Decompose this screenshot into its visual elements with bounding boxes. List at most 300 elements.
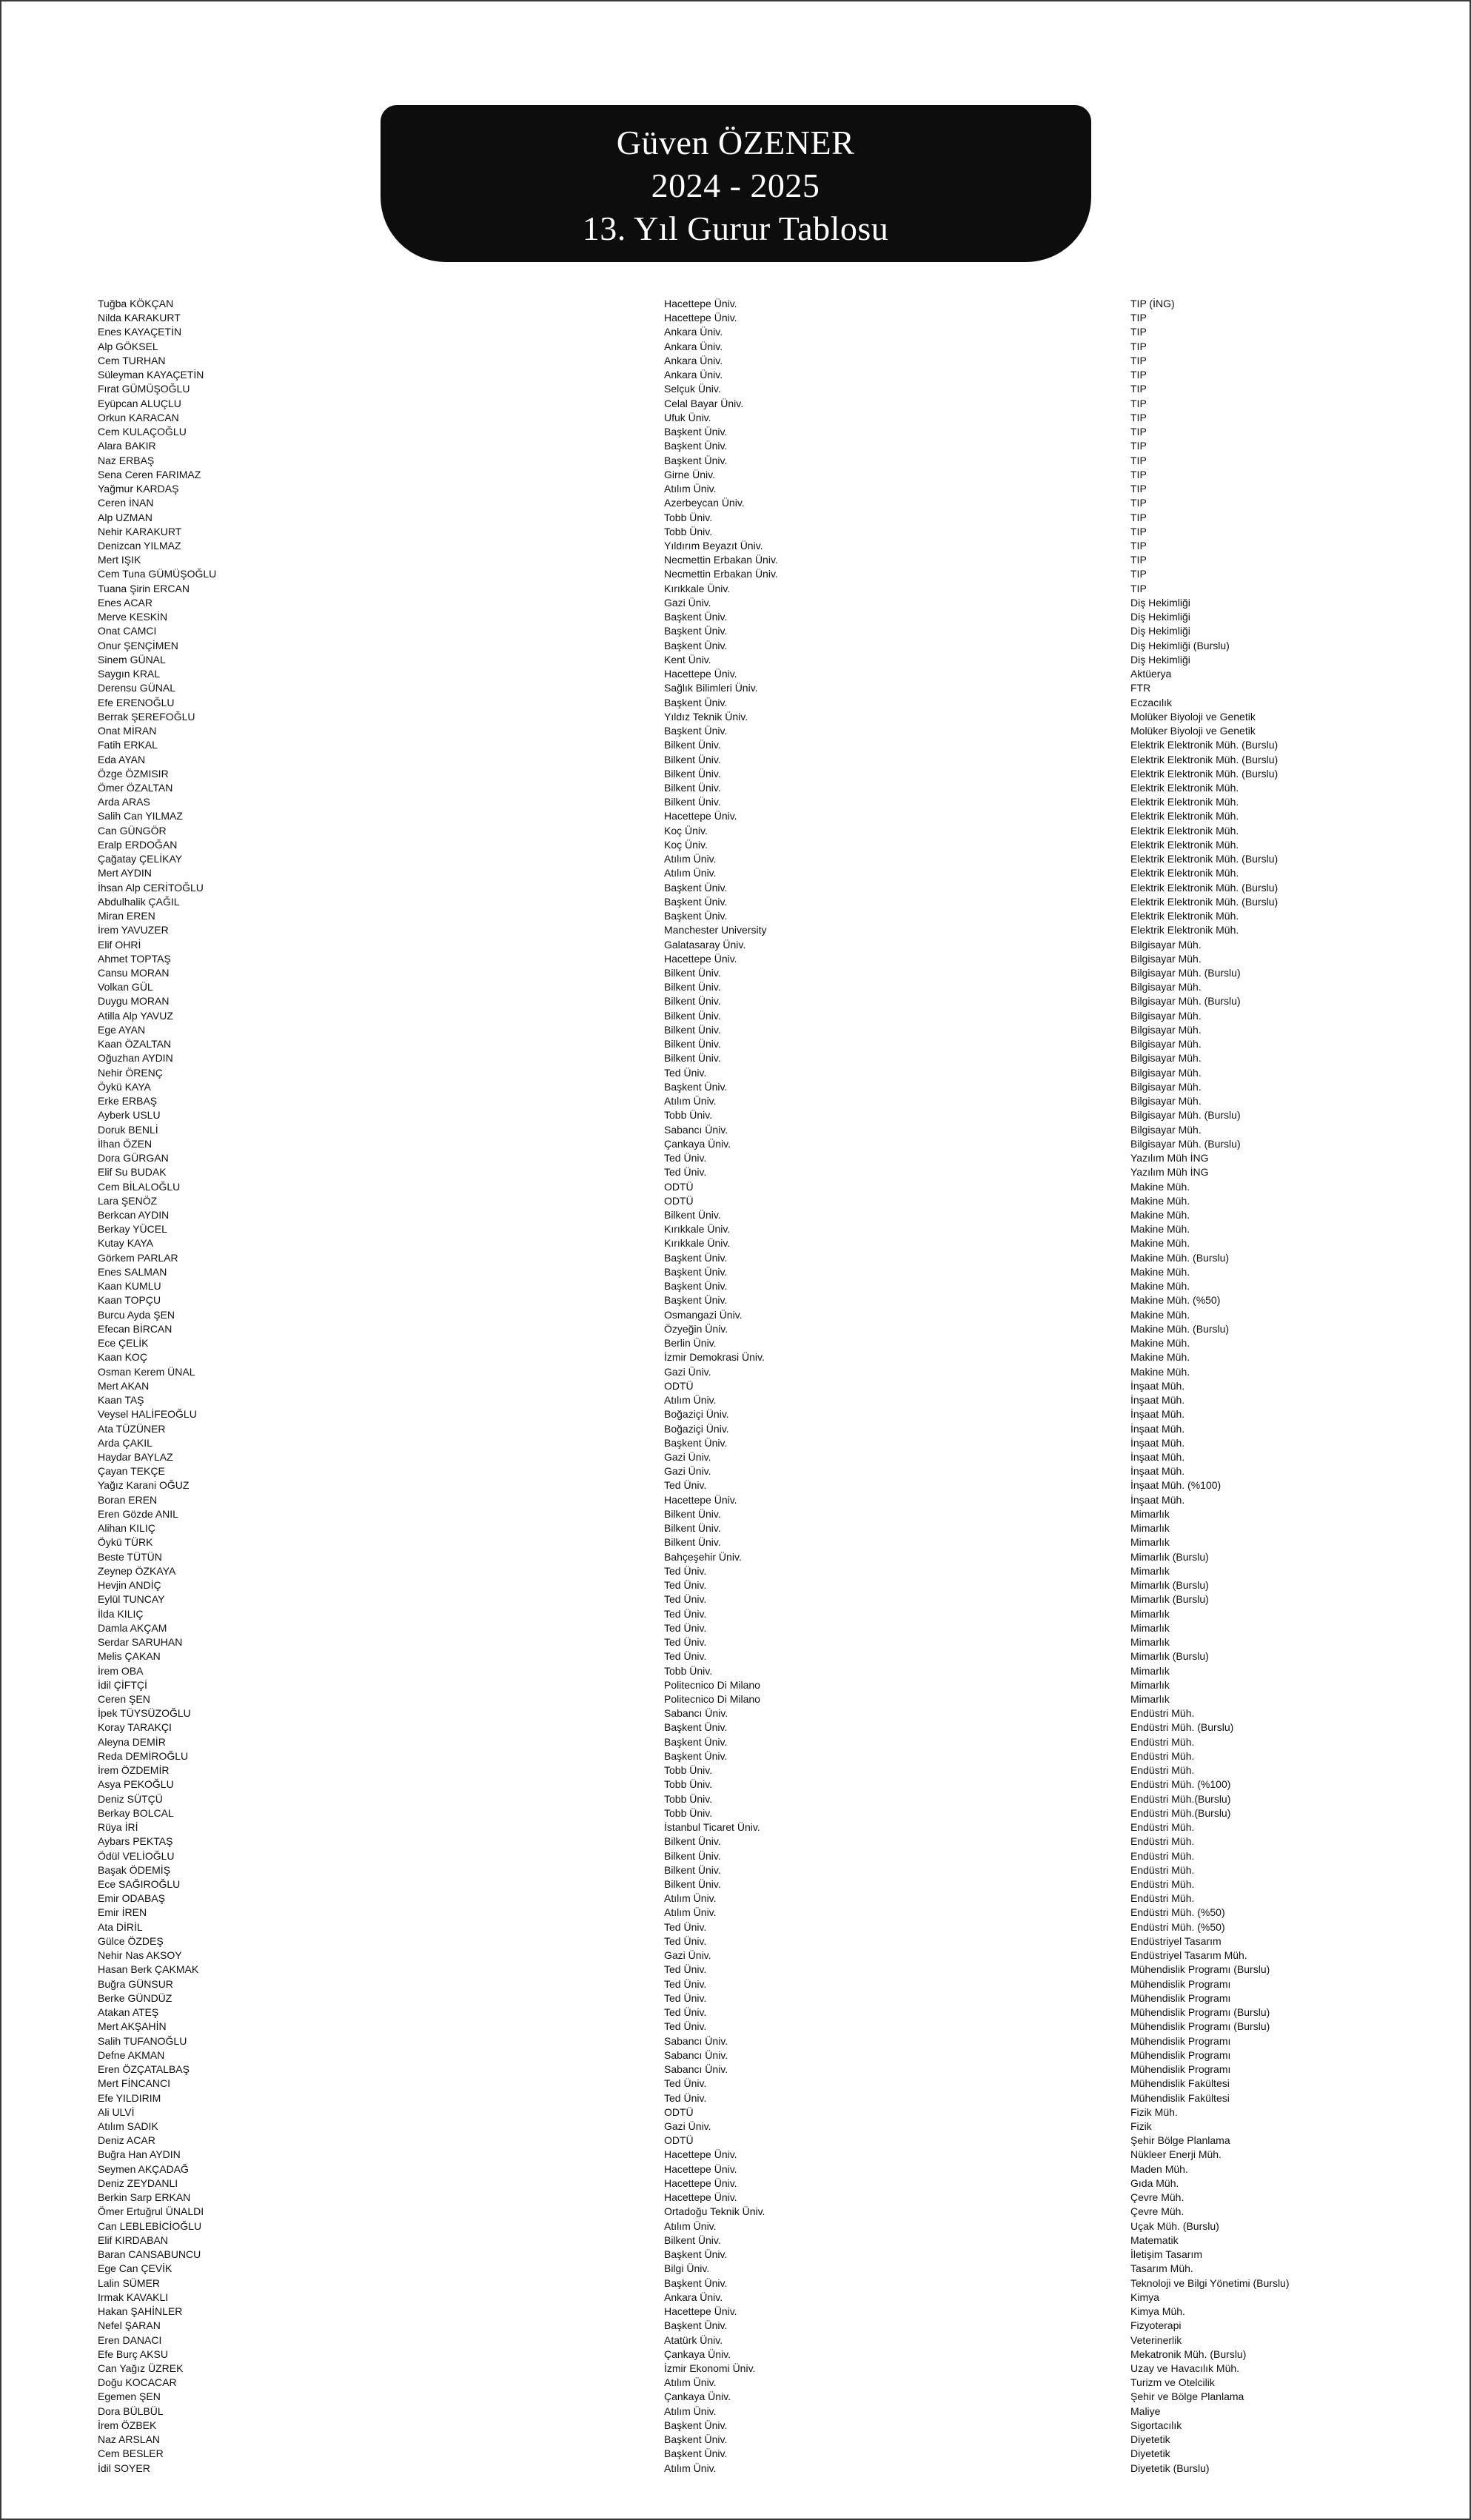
table-row [98, 980, 1455, 994]
table-row [98, 2462, 1455, 2476]
university: ODTÜ [664, 1180, 694, 1193]
student-name: Deniz ZEYDANLI [98, 2176, 178, 2189]
table-row [98, 1906, 1455, 1920]
student-name: İrem YAVUZER [98, 924, 169, 936]
program: Kimya [1130, 2291, 1159, 2303]
student-name: Ömer ÖZALTAN [98, 781, 173, 794]
program: Bilgisayar Müh. [1130, 1038, 1202, 1050]
table-row [98, 1664, 1455, 1678]
student-name: Onur ŞENÇİMEN [98, 639, 178, 651]
student-name: Eralp ERDOĞAN [98, 838, 178, 851]
university: Başkent Üniv. [664, 881, 728, 894]
university: Necmettin Erbakan Üniv. [664, 568, 778, 580]
student-name: Burcu Ayda ŞEN [98, 1308, 175, 1321]
program: Mimarlık [1130, 1636, 1170, 1649]
table-row [98, 2234, 1455, 2248]
student-name: Aybars PEKTAŞ [98, 1835, 173, 1848]
program: Teknoloji ve Bilgi Yönetimi (Burslu) [1130, 2276, 1290, 2289]
program: Şehir Bölge Planlama [1130, 2134, 1230, 2147]
program: Diş Hekimliği [1130, 653, 1190, 666]
program: Makine Müh. [1130, 1209, 1190, 1221]
table-row [98, 1763, 1455, 1777]
program: Elektrik Elektronik Müh. (Burslu) [1130, 881, 1279, 894]
student-name: Ceren İNAN [98, 497, 154, 509]
table-row [98, 1422, 1455, 1436]
student-name: Eren DANACI [98, 2333, 162, 2346]
student-name: Duygu MORAN [98, 995, 170, 1008]
table-row [98, 1777, 1455, 1792]
university: Bilkent Üniv. [664, 781, 721, 794]
table-row [98, 425, 1455, 439]
university: Başkent Üniv. [664, 696, 728, 708]
table-row [98, 1080, 1455, 1094]
program: Endüstri Müh. [1130, 1892, 1195, 1905]
program: Elektrik Elektronik Müh. [1130, 781, 1239, 794]
student-name: Enes SALMAN [98, 1265, 167, 1278]
table-row [98, 1009, 1455, 1023]
table-row [98, 781, 1455, 795]
university: Ted Üniv. [664, 1564, 707, 1577]
program: Fizik [1130, 2120, 1152, 2132]
student-name: Onat CAMCI [98, 625, 157, 637]
university: Bilkent Üniv. [664, 1536, 721, 1549]
student-name: Alara BAKIR [98, 440, 156, 452]
student-name: Eren Gözde ANIL [98, 1507, 178, 1520]
student-name: Berrak ŞEREFOĞLU [98, 710, 195, 723]
university: Başkent Üniv. [664, 910, 728, 922]
student-name: Ahmet TOPTAŞ [98, 952, 171, 965]
program: Elektrik Elektronik Müh. [1130, 924, 1239, 936]
university: Boğaziçi Üniv. [664, 1422, 729, 1435]
table-row [98, 1564, 1455, 1578]
program: Makine Müh. [1130, 1351, 1190, 1364]
program: Makine Müh. [1130, 1237, 1190, 1250]
program: Şehir ve Bölge Planlama [1130, 2390, 1244, 2403]
student-name: Irmak KAVAKLI [98, 2291, 169, 2303]
table-row [98, 1180, 1455, 1194]
university: Koç Üniv. [664, 824, 708, 837]
table-row [98, 2119, 1455, 2134]
student-name: Görkem PARLAR [98, 1251, 178, 1264]
university: Hacettepe Üniv. [664, 2191, 737, 2204]
table-row [98, 368, 1455, 382]
student-name: Berkay YÜCEL [98, 1223, 167, 1236]
student-name: Oğuzhan AYDIN [98, 1052, 173, 1065]
program: Mühendislik Programı [1130, 2063, 1231, 2076]
university: Ted Üniv. [664, 1607, 707, 1620]
university: Ted Üniv. [664, 2020, 707, 2033]
university: Hacettepe Üniv. [664, 312, 737, 324]
table-row [98, 1365, 1455, 1379]
program: Mimarlık [1130, 1564, 1170, 1577]
student-name: Hasan Berk ÇAKMAK [98, 1963, 199, 1976]
university: Kırıkkale Üniv. [664, 1237, 731, 1250]
student-name: Kaan KOÇ [98, 1351, 147, 1364]
program: Diyetetik [1130, 2447, 1170, 2460]
title-name: Güven ÖZENER [616, 124, 855, 161]
table-row [98, 1436, 1455, 1450]
student-name: Kaan KUMLU [98, 1280, 161, 1293]
program: Diyetetik [1130, 2433, 1170, 2446]
university: Başkent Üniv. [664, 2447, 728, 2460]
university: Başkent Üniv. [664, 1735, 728, 1748]
program: TIP [1130, 497, 1147, 509]
student-name: Elif KIRDABAN [98, 2234, 168, 2246]
student-name: İpek TÜYSÜZOĞLU [98, 1707, 191, 1720]
program: Endüstri Müh. (%50) [1130, 1920, 1225, 1933]
table-row [98, 710, 1455, 724]
student-name: Damla AKÇAM [98, 1621, 167, 1634]
program: İnşaat Müh. [1130, 1450, 1185, 1463]
program: Elektrik Elektronik Müh. [1130, 867, 1239, 879]
university: Bilkent Üniv. [664, 981, 721, 993]
university: Osmangazi Üniv. [664, 1308, 743, 1321]
program: Mimarlık (Burslu) [1130, 1593, 1209, 1606]
student-name: Kaan TAŞ [98, 1394, 144, 1407]
table-row [98, 1706, 1455, 1720]
university: Atılım Üniv. [664, 1394, 717, 1407]
university: ODTÜ [664, 2134, 694, 2147]
university: Başkent Üniv. [664, 639, 728, 651]
table-row [98, 2362, 1455, 2376]
student-name: Deniz ACAR [98, 2134, 155, 2147]
student-name: Cem TURHAN [98, 354, 166, 366]
program: İnşaat Müh. [1130, 1493, 1185, 1506]
student-name: Gülce ÖZDEŞ [98, 1934, 164, 1947]
table-row [98, 439, 1455, 453]
table-row [98, 1051, 1455, 1065]
university: Galatasaray Üniv. [664, 938, 746, 951]
program: Diş Hekimliği [1130, 596, 1190, 609]
table-row [98, 1948, 1455, 1963]
program: Bilgisayar Müh. (Burslu) [1130, 1137, 1241, 1150]
university: Bilkent Üniv. [664, 1849, 721, 1862]
table-row [98, 1322, 1455, 1336]
table-row [98, 1236, 1455, 1250]
student-name: Melis ÇAKAN [98, 1650, 161, 1663]
student-name: Serdar SARUHAN [98, 1636, 183, 1649]
student-name: Aleyna DEMİR [98, 1735, 166, 1748]
student-name: Osman Kerem ÜNAL [98, 1365, 195, 1378]
table-row [98, 2091, 1455, 2105]
student-name: Eyüpcan ALUÇLU [98, 397, 181, 409]
student-name: Eylül TUNCAY [98, 1593, 165, 1606]
university: Kırıkkale Üniv. [664, 1223, 731, 1236]
university: İzmir Demokrasi Üniv. [664, 1351, 765, 1364]
program: TIP [1130, 454, 1147, 466]
program: Turizm ve Otelcilik [1130, 2376, 1215, 2389]
student-name: Saygın KRAL [98, 668, 161, 680]
university: Bilkent Üniv. [664, 967, 721, 979]
student-name: Berkcan AYDIN [98, 1209, 170, 1221]
student-name: Alihan KILIÇ [98, 1522, 155, 1535]
student-name: Atilla Alp YAVUZ [98, 1009, 173, 1022]
table-row [98, 582, 1455, 596]
program: Mimarlık [1130, 1692, 1170, 1705]
university: Başkent Üniv. [664, 895, 728, 908]
table-row [98, 1151, 1455, 1165]
table-row [98, 667, 1455, 681]
university: Başkent Üniv. [664, 2276, 728, 2289]
university: Yıldırım Beyazıt Üniv. [664, 539, 763, 552]
university: Tobb Üniv. [664, 511, 713, 523]
student-name: Ödül VELİOĞLU [98, 1849, 175, 1862]
table-row [98, 1450, 1455, 1464]
program: TIP [1130, 326, 1147, 338]
table-row [98, 1592, 1455, 1606]
program: Endüstri Müh. [1130, 1878, 1195, 1891]
program: Mimarlık [1130, 1678, 1170, 1691]
student-name: Mert AKAN [98, 1379, 150, 1392]
university: Gazi Üniv. [664, 2120, 711, 2132]
university: Atılım Üniv. [664, 1095, 717, 1107]
table-row [98, 952, 1455, 966]
table-row [98, 2205, 1455, 2219]
program: Mühendislik Programı [1130, 1977, 1231, 1990]
table-row [98, 653, 1455, 667]
table-row [98, 1507, 1455, 1521]
program: Uçak Müh. (Burslu) [1130, 2219, 1219, 2232]
student-name: Defne AKMAN [98, 2048, 165, 2061]
student-name: Berkin Sarp ERKAN [98, 2191, 191, 2204]
table-row [98, 1820, 1455, 1834]
university: Ted Üniv. [664, 1593, 707, 1606]
university: Ortadoğu Teknik Üniv. [664, 2205, 765, 2218]
university: Bilgi Üniv. [664, 2262, 710, 2275]
table-row [98, 994, 1455, 1008]
university: Ted Üniv. [664, 1479, 707, 1492]
program: Endüstri Müh. [1130, 1764, 1195, 1777]
table-row [98, 1863, 1455, 1877]
university: Hacettepe Üniv. [664, 668, 737, 680]
program: FTR [1130, 682, 1151, 694]
university: Ted Üniv. [664, 2077, 707, 2090]
student-name: Seymen AKÇADAĞ [98, 2162, 189, 2175]
table-row [98, 1165, 1455, 1179]
table-row [98, 2219, 1455, 2234]
table-row [98, 525, 1455, 539]
student-name: Hakan ŞAHİNLER [98, 2305, 183, 2318]
table-row [98, 1194, 1455, 1208]
table-row [98, 1806, 1455, 1820]
table-row [98, 2248, 1455, 2262]
student-name: Onat MİRAN [98, 725, 157, 737]
university: Bilkent Üniv. [664, 1009, 721, 1022]
student-name: Nehir ÖRENÇ [98, 1066, 163, 1079]
student-name: Efe YILDIRIM [98, 2091, 161, 2104]
program: Diş Hekimliği (Burslu) [1130, 639, 1230, 651]
table-row [98, 1478, 1455, 1492]
university: Hacettepe Üniv. [664, 2305, 737, 2318]
student-name: Kaan ÖZALTAN [98, 1038, 172, 1050]
university: Bilkent Üniv. [664, 1023, 721, 1036]
student-name: Buğra GÜNSUR [98, 1977, 173, 1990]
student-name: Özge ÖZMISIR [98, 767, 169, 780]
student-name: Deniz SÜTÇÜ [98, 1792, 163, 1805]
student-name: Mert FİNCANCI [98, 2077, 170, 2090]
university: Tobb Üniv. [664, 1664, 713, 1677]
university: Başkent Üniv. [664, 1749, 728, 1762]
program: Makine Müh. [1130, 1280, 1190, 1293]
student-name: Berkay BOLCAL [98, 1806, 174, 1819]
program: Endüstri Müh. (Burslu) [1130, 1721, 1234, 1734]
university: Başkent Üniv. [664, 1280, 728, 1293]
university: Ted Üniv. [664, 1152, 707, 1165]
university: Ankara Üniv. [664, 354, 723, 366]
table-row [98, 1208, 1455, 1222]
student-name: Cem BESLER [98, 2447, 164, 2460]
table-row [98, 1621, 1455, 1635]
student-name: Naz ARSLAN [98, 2433, 161, 2446]
table-row [98, 2048, 1455, 2062]
university: Atatürk Üniv. [664, 2333, 723, 2346]
university: Bilkent Üniv. [664, 753, 721, 765]
program: Mühendislik Programı [1130, 1991, 1231, 2004]
university: Kırıkkale Üniv. [664, 582, 731, 594]
program: TIP [1130, 411, 1147, 423]
program: Veterinerlik [1130, 2333, 1182, 2346]
university: Tobb Üniv. [664, 1806, 713, 1819]
program: TIP [1130, 554, 1147, 566]
university: Çankaya Üniv. [664, 2348, 731, 2360]
program: Yazılım Müh İNG [1130, 1166, 1209, 1179]
table-row [98, 2148, 1455, 2162]
university: Ted Üniv. [664, 1934, 707, 1947]
table-row [98, 2176, 1455, 2191]
program: Aktüerya [1130, 668, 1172, 680]
university: Tobb Üniv. [664, 1109, 713, 1122]
table-row [98, 1037, 1455, 1051]
table-row [98, 1991, 1455, 2005]
university: Sabancı Üniv. [664, 2063, 728, 2076]
program: Makine Müh. [1130, 1180, 1190, 1193]
university: Hacettepe Üniv. [664, 1493, 737, 1506]
university: Özyeğin Üniv. [664, 1322, 728, 1335]
student-name: Eren ÖZÇATALBAŞ [98, 2063, 190, 2076]
student-name: Cem Tuna GÜMÜŞOĞLU [98, 568, 217, 580]
student-name: Elif OHRİ [98, 938, 141, 951]
program: Mühendislik Programı [1130, 2034, 1231, 2047]
table-row [98, 1108, 1455, 1122]
student-name: Kutay KAYA [98, 1237, 153, 1250]
university: Sabancı Üniv. [664, 2048, 728, 2061]
program: TIP [1130, 354, 1147, 366]
program: Çevre Müh. [1130, 2191, 1184, 2204]
university: Başkent Üniv. [664, 1721, 728, 1734]
student-name: Öykü KAYA [98, 1080, 151, 1093]
table-row [98, 696, 1455, 710]
university: Bilkent Üniv. [664, 1507, 721, 1520]
table-row [98, 397, 1455, 411]
table-row [98, 639, 1455, 653]
program: Mimarlık [1130, 1621, 1170, 1634]
program: Bilgisayar Müh. [1130, 1052, 1202, 1065]
table-row [98, 1137, 1455, 1151]
table-row [98, 1792, 1455, 1806]
university: Bilkent Üniv. [664, 1835, 721, 1848]
student-name: Koray TARAKÇI [98, 1721, 172, 1734]
table-row [98, 496, 1455, 510]
program: Maliye [1130, 2405, 1161, 2417]
student-name: Erke ERBAŞ [98, 1095, 158, 1107]
program: Eczacılık [1130, 696, 1173, 708]
student-name: Arda ARAS [98, 796, 150, 808]
student-name: Çayan TEKÇE [98, 1465, 165, 1478]
university: Bilkent Üniv. [664, 767, 721, 780]
student-name: İrem ÖZDEMİR [98, 1764, 170, 1777]
table-row [98, 297, 1455, 311]
student-name: Alp UZMAN [98, 511, 153, 523]
university: Celal Bayar Üniv. [664, 397, 744, 409]
university: Atılım Üniv. [664, 2462, 717, 2474]
student-name: Asya PEKOĞLU [98, 1778, 174, 1791]
table-row [98, 1023, 1455, 1037]
program: Mimarlık [1130, 1664, 1170, 1677]
university: Bilkent Üniv. [664, 1209, 721, 1221]
program: Endüstri Müh. [1130, 1849, 1195, 1862]
program: TIP [1130, 568, 1147, 580]
university: Necmettin Erbakan Üniv. [664, 554, 778, 566]
title-block [381, 105, 1091, 262]
student-name: Emir ODABAŞ [98, 1892, 166, 1905]
table-row [98, 1066, 1455, 1080]
program: Endüstri Müh. [1130, 1821, 1195, 1834]
university: Ankara Üniv. [664, 340, 723, 352]
university: Tobb Üniv. [664, 1792, 713, 1805]
table-row [98, 881, 1455, 895]
table-row [98, 411, 1455, 425]
table-row [98, 311, 1455, 325]
university: Bilkent Üniv. [664, 796, 721, 808]
university: Başkent Üniv. [664, 1251, 728, 1264]
student-name: Orkun KARACAN [98, 411, 179, 423]
university: Girne Üniv. [664, 468, 715, 480]
program: Kimya Müh. [1130, 2305, 1185, 2318]
program: Makine Müh. (Burslu) [1130, 1251, 1230, 1264]
table-row [98, 1123, 1455, 1137]
table-row [98, 1336, 1455, 1350]
university: Sabancı Üniv. [664, 2034, 728, 2047]
program: TIP [1130, 511, 1147, 523]
program: Mekatronik Müh. (Burslu) [1130, 2348, 1247, 2360]
table-row [98, 1834, 1455, 1849]
university: Atılım Üniv. [664, 1906, 717, 1919]
table-row [98, 1393, 1455, 1407]
program: Diş Hekimliği [1130, 611, 1190, 623]
university: Ted Üniv. [664, 1920, 707, 1933]
table-row [98, 2162, 1455, 2176]
program: Endüstriyel Tasarım Müh. [1130, 1949, 1247, 1962]
program: Elektrik Elektronik Müh. (Burslu) [1130, 767, 1279, 780]
university: Bilkent Üniv. [664, 2234, 721, 2246]
program: Uzay ve Havacılık Müh. [1130, 2362, 1240, 2374]
table-row [98, 1222, 1455, 1236]
student-name: Can GÜNGÖR [98, 824, 167, 837]
university: Atılım Üniv. [664, 2219, 717, 2232]
program: Elektrik Elektronik Müh. [1130, 824, 1239, 837]
table-row [98, 2262, 1455, 2276]
program: Bilgisayar Müh. [1130, 981, 1202, 993]
program: TIP [1130, 468, 1147, 480]
program: Mimarlık [1130, 1522, 1170, 1535]
student-name: Lara ŞENÖZ [98, 1194, 158, 1207]
university: Politecnico Di Milano [664, 1678, 760, 1691]
table-row [98, 340, 1455, 354]
program: TIP [1130, 340, 1147, 352]
university: Başkent Üniv. [664, 611, 728, 623]
university: Politecnico Di Milano [664, 1692, 760, 1705]
program: Bilgisayar Müh. (Burslu) [1130, 1109, 1241, 1122]
